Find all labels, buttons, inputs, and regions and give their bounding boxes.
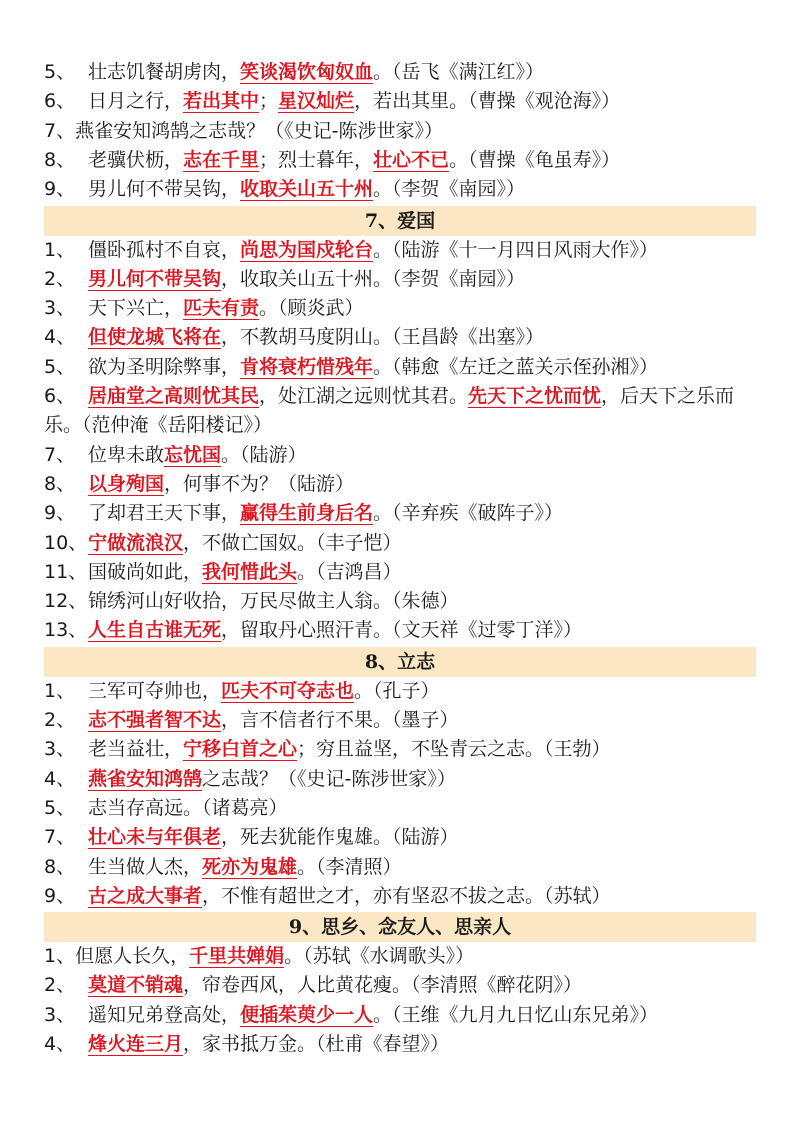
quote-text: ，不教胡马度阴山。（王昌龄《出塞》） bbox=[221, 326, 545, 349]
highlighted-phrase: 先天下之忧而忧 bbox=[468, 385, 602, 407]
quote-text: ，言不信者行不果。（墨子） bbox=[221, 709, 459, 731]
quote-line bbox=[44, 558, 760, 587]
item-number: 8、 bbox=[44, 472, 76, 495]
quote-line bbox=[44, 823, 760, 852]
quote-text: ，何事不为？（陆游） bbox=[164, 472, 355, 495]
quote-line bbox=[44, 294, 760, 323]
quote-line bbox=[44, 499, 760, 528]
highlighted-phrase: 人生自古谁无死 bbox=[88, 619, 222, 642]
quote-text: 。（陆游《十一月四日风雨大作》） bbox=[373, 238, 659, 261]
quote-text: 。（顾炎武） bbox=[259, 297, 364, 320]
quote-text: 老当益壮， bbox=[88, 738, 184, 761]
quote-text: 天下兴亡， bbox=[88, 297, 184, 320]
item-number: 3、 bbox=[44, 738, 76, 761]
quote-line bbox=[44, 706, 760, 735]
quote-text: ；烈士暮年， bbox=[259, 148, 374, 171]
quote-line bbox=[44, 765, 760, 794]
highlighted-phrase: 我何惜此头 bbox=[202, 560, 298, 583]
item-number: 1、 bbox=[44, 945, 76, 968]
quote-text: 生当做人杰， bbox=[88, 855, 203, 878]
highlighted-phrase: 燕雀安知鸿鹄 bbox=[88, 767, 203, 790]
highlighted-phrase: 烽火连三月 bbox=[88, 1033, 184, 1055]
quote-text: ，不做亡国奴。（丰子恺） bbox=[183, 531, 402, 554]
quote-text: 。（吉鸿昌） bbox=[297, 560, 402, 583]
item-number: 7、 bbox=[44, 443, 76, 466]
section-heading: 8、立志 bbox=[44, 647, 756, 677]
highlighted-phrase: 赢得生前身后名 bbox=[240, 502, 374, 525]
highlighted-phrase: 男儿何不带吴钩 bbox=[88, 267, 222, 290]
quote-line bbox=[44, 1001, 760, 1030]
highlighted-phrase: 千里共婵娟 bbox=[189, 945, 285, 968]
quote-line bbox=[44, 236, 760, 265]
quote-text: 遥知兄弟登高处， bbox=[88, 1003, 241, 1026]
item-number: 13、 bbox=[44, 619, 88, 642]
highlighted-phrase: 匹夫不可夺志也 bbox=[221, 679, 355, 702]
quote-text: ，若出其里。（曹操《观沧海》） bbox=[354, 90, 621, 113]
quote-text: ；穷且益坚，不坠青云之志。（王勃） bbox=[297, 738, 611, 761]
quote-text: ； bbox=[259, 90, 279, 113]
quote-text: 三军可夺帅也， bbox=[88, 679, 222, 702]
item-number: 8、 bbox=[44, 855, 76, 878]
highlighted-phrase: 莫道不销魂 bbox=[88, 974, 184, 997]
item-number: 5、 bbox=[44, 355, 76, 378]
quote-text: 。（苏轼《水调歌头》） bbox=[284, 945, 475, 968]
item-number: 10、 bbox=[44, 531, 88, 554]
quote-line bbox=[44, 971, 760, 1000]
quote-text: 了却君王天下事， bbox=[88, 502, 241, 525]
item-number: 7、 bbox=[44, 826, 76, 849]
quote-text: ，家书抵万金。（杜甫《春望》） bbox=[183, 1033, 450, 1055]
section-heading: 7、爱国 bbox=[44, 206, 756, 236]
highlighted-phrase: 志在千里 bbox=[183, 148, 260, 171]
highlighted-phrase: 志不强者智不达 bbox=[88, 709, 222, 731]
quote-text: 僵卧孤村不自哀， bbox=[88, 238, 241, 261]
quote-text: 。（王维《九月九日忆山东兄弟》） bbox=[373, 1003, 659, 1026]
quote-line bbox=[44, 353, 760, 382]
quote-text: 。（李贺《南园》） bbox=[373, 178, 526, 201]
quote-text: ，帘卷西风，人比黄花瘦。（李清照《醉花阴》） bbox=[183, 974, 583, 997]
item-number: 6、 bbox=[44, 90, 76, 113]
quote-text: 位卑未敢 bbox=[88, 443, 165, 466]
highlighted-phrase: 星汉灿烂 bbox=[278, 90, 355, 113]
quote-line bbox=[44, 323, 760, 352]
highlighted-phrase: 以身殉国 bbox=[88, 472, 165, 495]
quote-text: 。（陆游） bbox=[221, 443, 307, 466]
quote-text: ，死去犹能作鬼雄。（陆游） bbox=[221, 826, 459, 849]
item-number: 9、 bbox=[44, 502, 76, 525]
quote-line bbox=[44, 794, 760, 823]
item-number: 4、 bbox=[44, 767, 76, 790]
quote-line bbox=[44, 441, 760, 470]
quote-text: 壮志饥餐胡虏肉， bbox=[88, 61, 241, 83]
section-heading: 9、思乡、念友人、思亲人 bbox=[44, 912, 756, 942]
item-number: 6、 bbox=[44, 385, 76, 407]
quote-line bbox=[44, 265, 760, 294]
quote-text: 老骥伏枥， bbox=[88, 148, 184, 171]
quote-text: 日月之行， bbox=[88, 90, 184, 113]
highlighted-phrase: 收取关山五十州 bbox=[240, 178, 374, 201]
item-number: 5、 bbox=[44, 796, 76, 819]
item-number: 9、 bbox=[44, 178, 76, 201]
highlighted-phrase: 忘忧国 bbox=[164, 443, 222, 466]
highlighted-phrase: 壮心不已 bbox=[373, 148, 450, 171]
quote-text: 。（曹操《龟虽寿》） bbox=[449, 148, 621, 171]
highlighted-phrase: 笑谈渴饮匈奴血 bbox=[240, 61, 374, 83]
quote-text: 燕雀安知鸿鹄之志哉？（《史记-陈涉世家》） bbox=[75, 119, 443, 142]
item-number: 1、 bbox=[44, 679, 76, 702]
quote-text: ，后天下之乐而乐。（范仲淹《岳阳楼记》） bbox=[44, 385, 735, 436]
quote-text: 。（岳飞《满江红》） bbox=[373, 61, 545, 83]
item-number: 4、 bbox=[44, 1033, 76, 1055]
item-number: 3、 bbox=[44, 1003, 76, 1026]
quote-text: 。（辛弃疾《破阵子》） bbox=[373, 502, 564, 525]
item-number: 8、 bbox=[44, 148, 76, 171]
quote-line bbox=[44, 587, 760, 616]
highlighted-phrase: 宁移白首之心 bbox=[183, 738, 298, 761]
highlighted-phrase: 古之成大事者 bbox=[88, 884, 203, 907]
item-number: 11、 bbox=[44, 560, 88, 583]
quote-line bbox=[44, 470, 760, 499]
item-number: 7、 bbox=[44, 119, 76, 142]
quote-text: 。（孔子） bbox=[354, 679, 440, 702]
highlighted-phrase: 若出其中 bbox=[183, 90, 260, 113]
item-number: 1、 bbox=[44, 238, 76, 261]
quote-text: 。（韩愈《左迁之蓝关示侄孙湘》） bbox=[373, 355, 659, 378]
highlighted-phrase: 宁做流浪汉 bbox=[88, 531, 184, 554]
item-number: 2、 bbox=[44, 974, 76, 997]
highlighted-phrase: 尚思为国戍轮台 bbox=[240, 238, 374, 261]
quote-text: ，处江湖之远则忧其君。 bbox=[259, 385, 469, 407]
quote-line bbox=[44, 677, 760, 706]
highlighted-phrase: 但使龙城飞将在 bbox=[88, 326, 222, 349]
quote-text: 但愿人长久， bbox=[75, 945, 190, 968]
quote-text: ，留取丹心照汗青。（文天祥《过零丁洋》） bbox=[221, 619, 583, 642]
quote-line bbox=[44, 58, 760, 87]
quote-text: 锦绣河山好收拾，万民尽做主人翁。（朱德） bbox=[88, 590, 459, 613]
quote-line bbox=[44, 117, 760, 146]
quote-line bbox=[44, 1030, 760, 1059]
item-number: 3、 bbox=[44, 297, 76, 320]
quote-line bbox=[44, 87, 760, 116]
item-number: 5、 bbox=[44, 61, 76, 83]
quote-text: ，收取关山五十州。（李贺《南园》） bbox=[221, 267, 526, 290]
quote-line bbox=[44, 616, 760, 645]
highlighted-phrase: 死亦为鬼雄 bbox=[202, 855, 298, 878]
quote-line bbox=[44, 382, 760, 440]
quote-text: 男儿何不带吴钩， bbox=[88, 178, 241, 201]
quote-line bbox=[44, 175, 760, 204]
quote-text: 欲为圣明除弊事， bbox=[88, 355, 241, 378]
quote-line bbox=[44, 146, 760, 175]
quote-line bbox=[44, 735, 760, 764]
quote-line bbox=[44, 853, 760, 882]
item-number: 9、 bbox=[44, 884, 76, 907]
quote-text: 。（李清照） bbox=[297, 855, 402, 878]
quote-text: 国破尚如此， bbox=[88, 560, 203, 583]
quote-text: ，不惟有超世之才，亦有坚忍不拔之志。（苏轼） bbox=[202, 884, 611, 907]
quote-text: 志当存高远。（诸葛亮） bbox=[88, 796, 288, 819]
item-number: 12、 bbox=[44, 590, 88, 613]
item-number: 2、 bbox=[44, 709, 76, 731]
highlighted-phrase: 便插茱萸少一人 bbox=[240, 1003, 374, 1026]
highlighted-phrase: 肯将衰朽惜残年 bbox=[240, 355, 374, 378]
highlighted-phrase: 壮心未与年俱老 bbox=[88, 826, 222, 849]
quote-text: 之志哉？（《史记-陈涉世家》） bbox=[202, 767, 456, 790]
quote-line bbox=[44, 529, 760, 558]
item-number: 2、 bbox=[44, 267, 76, 290]
highlighted-phrase: 居庙堂之高则忧其民 bbox=[88, 385, 260, 407]
quote-line bbox=[44, 882, 760, 911]
quote-line bbox=[44, 942, 760, 971]
highlighted-phrase: 匹夫有责 bbox=[183, 297, 260, 320]
item-number: 4、 bbox=[44, 326, 76, 349]
